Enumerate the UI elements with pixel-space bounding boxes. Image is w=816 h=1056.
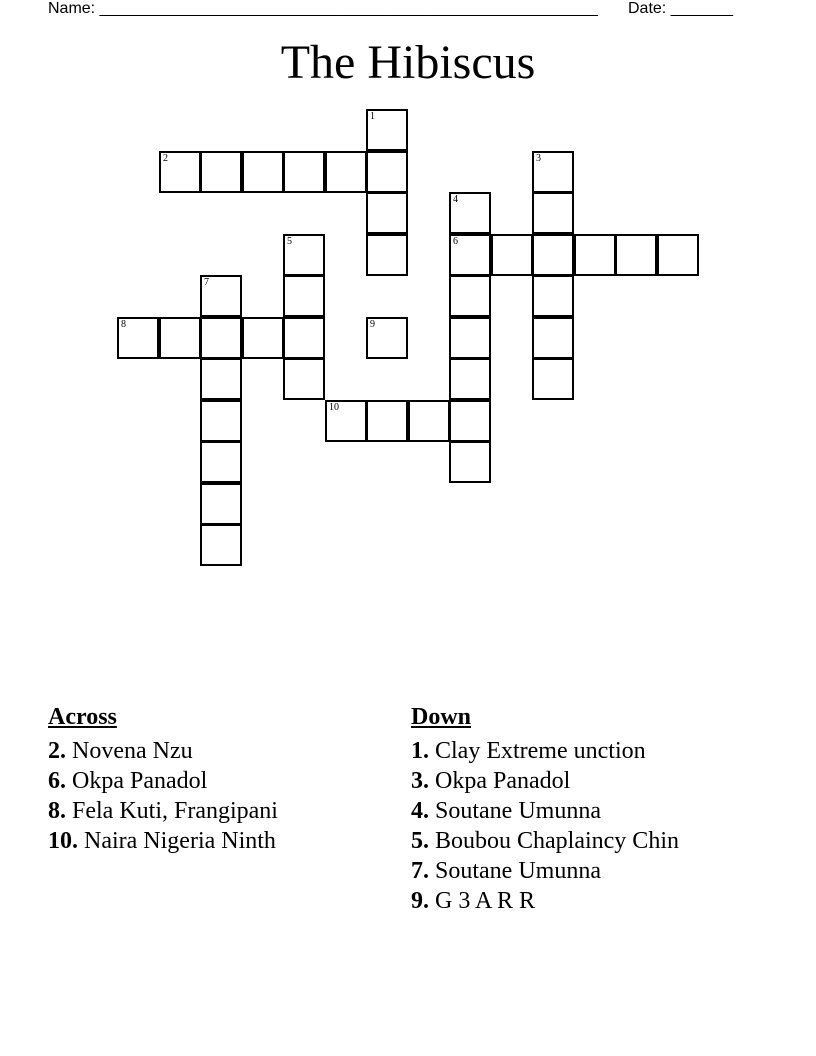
grid-cell[interactable]	[200, 275, 242, 317]
grid-cell[interactable]	[283, 358, 325, 400]
grid-cell[interactable]	[200, 524, 242, 566]
across-clues	[48, 702, 388, 856]
clue-number: 3	[536, 153, 541, 164]
grid-cell[interactable]	[449, 192, 491, 234]
grid-cell[interactable]	[200, 441, 242, 483]
clue-number: 8	[121, 319, 126, 330]
clue-down-1: 1. Clay Extreme unction	[411, 738, 646, 764]
grid-cell[interactable]	[449, 358, 491, 400]
grid-cell[interactable]	[159, 151, 201, 193]
grid-cell[interactable]	[532, 192, 574, 234]
grid-cell[interactable]	[325, 400, 367, 442]
clue-down-3: 3. Okpa Panadol	[411, 768, 571, 794]
clue-across-10: 10. Naira Nigeria Ninth	[48, 828, 276, 854]
name-field[interactable]: Name: ________________________________________________________	[48, 0, 598, 17]
grid-cell[interactable]	[283, 234, 325, 276]
grid-cell[interactable]	[366, 234, 408, 276]
grid-cell[interactable]	[449, 400, 491, 442]
grid-cell[interactable]	[283, 151, 325, 193]
grid-cell[interactable]	[532, 275, 574, 317]
clue-number: 9	[370, 319, 375, 330]
grid-cell[interactable]	[615, 234, 657, 276]
clue-number: 2	[163, 153, 168, 164]
clue-number: 4	[453, 194, 458, 205]
grid-cell[interactable]	[242, 151, 284, 193]
clue-number: 6	[453, 236, 458, 247]
clue-number: 7	[204, 277, 209, 288]
grid-cell[interactable]	[200, 317, 242, 359]
grid-cell[interactable]	[200, 483, 242, 525]
grid-cell[interactable]	[449, 275, 491, 317]
date-field[interactable]: Date: _______	[628, 0, 733, 17]
grid-cell[interactable]	[532, 317, 574, 359]
clue-down-4: 4. Soutane Umunna	[411, 798, 601, 824]
grid-cell[interactable]	[532, 234, 574, 276]
grid-cell[interactable]	[532, 151, 574, 193]
grid-cell[interactable]	[657, 234, 699, 276]
grid-cell[interactable]	[200, 358, 242, 400]
grid-cell[interactable]	[283, 275, 325, 317]
grid-cell[interactable]	[325, 151, 367, 193]
clue-across-8: 8. Fela Kuti, Frangipani	[48, 798, 278, 824]
grid-cell[interactable]	[366, 192, 408, 234]
puzzle-title: The Hibiscus	[280, 36, 536, 89]
grid-cell[interactable]	[242, 317, 284, 359]
grid-cell[interactable]	[283, 317, 325, 359]
down-clues	[411, 702, 791, 916]
clue-number: 10	[329, 402, 339, 413]
grid-cell[interactable]	[574, 234, 616, 276]
grid-cell[interactable]	[408, 400, 450, 442]
grid-cell[interactable]	[449, 234, 491, 276]
grid-cell[interactable]	[117, 317, 159, 359]
grid-cell[interactable]	[200, 400, 242, 442]
clue-down-7: 7. Soutane Umunna	[411, 858, 601, 884]
grid-cell[interactable]	[366, 151, 408, 193]
grid-cell[interactable]	[366, 400, 408, 442]
clue-number: 1	[370, 111, 375, 122]
clue-number: 5	[287, 236, 292, 247]
grid-cell[interactable]	[449, 317, 491, 359]
grid-cell[interactable]	[366, 317, 408, 359]
grid-cell[interactable]	[200, 151, 242, 193]
grid-cell[interactable]	[491, 234, 533, 276]
clue-across-2: 2. Novena Nzu	[48, 738, 193, 764]
clue-across-6: 6. Okpa Panadol	[48, 768, 208, 794]
grid-cell[interactable]	[366, 109, 408, 151]
grid-cell[interactable]	[159, 317, 201, 359]
clue-down-9: 9. G 3 A R R	[411, 888, 536, 914]
worksheet-header	[48, 0, 748, 20]
grid-cell[interactable]	[532, 358, 574, 400]
clue-down-5: 5. Boubou Chaplaincy Chin	[411, 828, 679, 854]
grid-cell[interactable]	[449, 441, 491, 483]
down-heading: Down	[411, 704, 472, 730]
across-heading: Across	[48, 704, 117, 730]
